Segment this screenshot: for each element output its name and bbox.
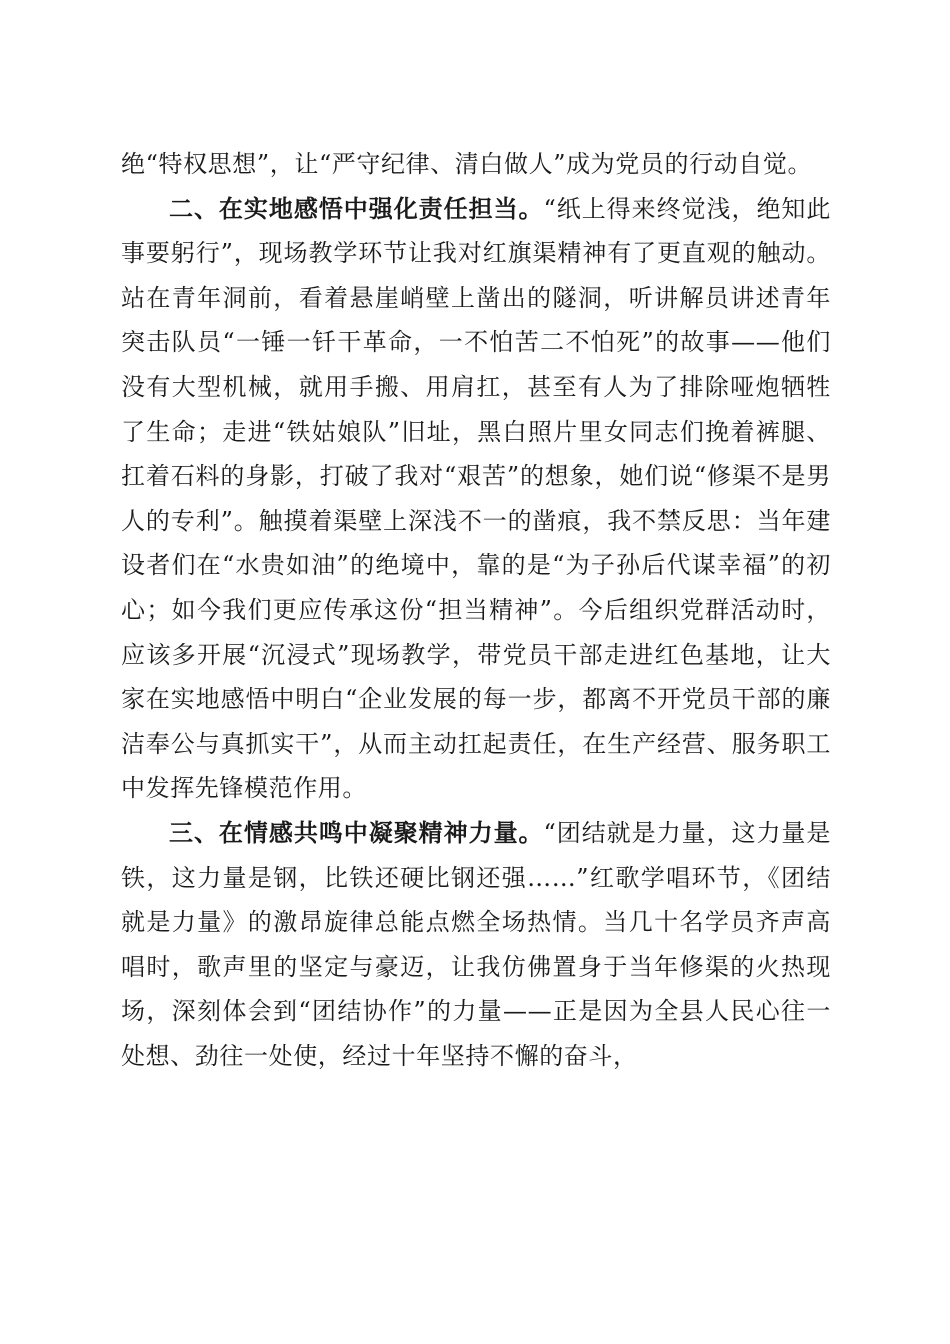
paragraph-text: 绝“特权思想”，让“严守纪律、清白做人”成为党员的行动自觉。 (121, 150, 813, 178)
document-body (121, 142, 831, 1078)
section-heading: 二、在实地感悟中强化责任担当。 (169, 194, 544, 223)
section-heading: 三、在情感共鸣中凝聚精神力量。 (169, 818, 544, 847)
paragraph-text: “团结就是力量，这力量是铁，这力量是钢，比铁还硬比钢还强……”红歌学唱环节，《团结就是力量》的激昂旋律总能点燃全场热情。当几十名学员齐声高唱时，歌声里的坚定与豪迈，让我仿佛置身于当年修渠的火热现场，深刻体会到“团结协作”的力量——正是因为全县人民心往一处想、劲往一处使，经过十年坚持不懈的奋斗， (121, 818, 832, 1070)
paragraph-text: “纸上得来终觉浅，绝知此事要躬行”，现场教学环节让我对红旗渠精神有了更直观的触动。站在青年洞前，看着悬崖峭壁上凿出的隧洞，听讲解员讲述青年突击队员“一锤一钎干革命，一不怕苦二不怕死”的故事——他们没有大型机械，就用手搬、用肩扛，甚至有人为了排除哑炮牺牲了生命；走进“铁姑娘队”旧址，黑白照片里女同志们挽着裤腿、扛着石料的身影，打破了我对“艰苦”的想象，她们说“修渠不是男人的专利”。触摸着渠壁上深浅不一的凿痕，我不禁反思：当年建设者们在“水贵如油”的绝境中，靠的是“为子孙后代谋幸福”的初心；如今我们更应传承这份“担当精神”。今后组织党群活动时，应该多开展“沉浸式”现场教学，带党员干部走进红色基地，让大家在实地感悟中明白“企业发展的每一步，都离不开党员干部的廉洁奉公与真抓实干”，从而主动扛起责任，在生产经营、服务职工中发挥先锋模范作用。 (121, 194, 832, 803)
paragraph-responsibility (121, 187, 831, 811)
paragraph-spirit (121, 811, 831, 1079)
paragraph-continued (121, 142, 831, 187)
